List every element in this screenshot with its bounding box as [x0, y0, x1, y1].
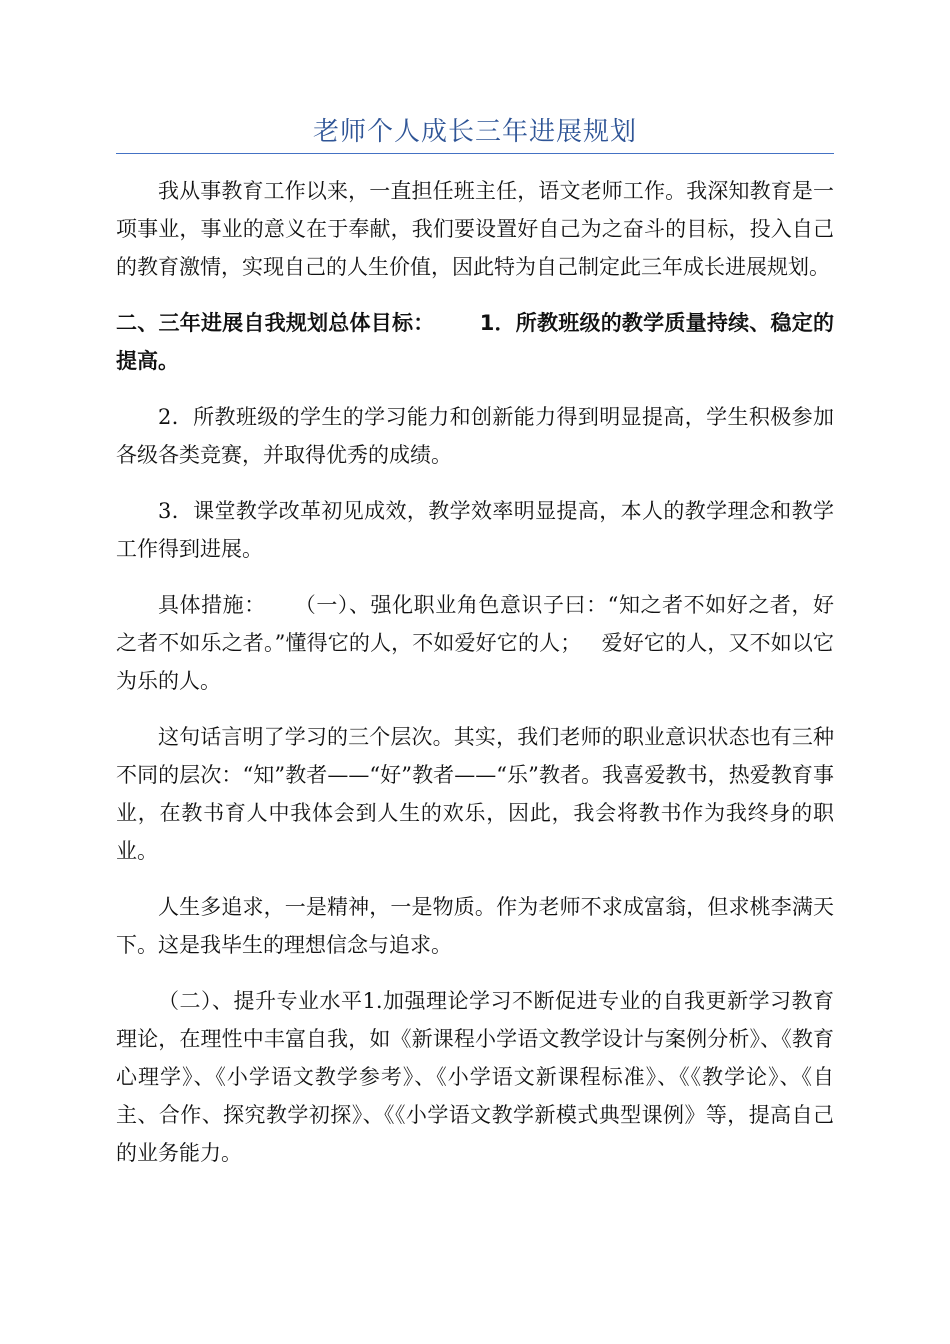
measures-text-b: 爱好它的人，又不如以它为乐的人。 — [116, 631, 835, 693]
paragraph-pursuit: 人生多追求，一是精神，一是物质。作为老师不求成富翁，但求桃李满天下。这是我毕生的理想信念与追求。 — [116, 895, 834, 957]
document-body — [116, 172, 834, 1190]
paragraph-levels: 这句话言明了学习的三个层次。其实，我们老师的职业意识状态也有三种不同的层次：“知”教者——“好”教者——“乐”教者。我喜爱教书，热爱教育事业，在教书育人中我体会到人生的欢乐，因此，我会将教书作为我终身的职业。 — [116, 725, 834, 863]
goal-1-text: 1．所教班级的教学质量持续、稳定的提高。 — [116, 311, 834, 373]
title-underline — [116, 153, 834, 154]
measures-label: 具体措施： — [158, 593, 266, 617]
paragraph-professional: （二）、提升专业水平1.加强理论学习不断促进专业的自我更新学习教育理论，在理性中丰富自我，如《新课程小学语文教学设计与案例分析》、《教育心理学》、《小学语文教学参考》、《小学语文新课程标准》、《《教学论》、《自主、合作、探究教学初探》、《《小学语文教学新模式典型课例》等，提高自己的业务能力。 — [116, 989, 834, 1165]
paragraph-intro: 我从事教育工作以来，一直担任班主任，语文老师工作。我深知教育是一项事业，事业的意义在于奉献，我们要设置好自己为之奋斗的目标，投入自己的教育激情，实现自己的人生价值，因此特为自己制定此三年成长进展规划。 — [116, 179, 834, 279]
document-title: 老师个人成长三年进展规划 — [312, 117, 637, 147]
paragraph-goal-2: 2．所教班级的学生的学习能力和创新能力得到明显提高，学生积极参加各级各类竞赛，并取得优秀的成绩。 — [116, 405, 834, 467]
paragraph-goals-heading — [116, 304, 834, 380]
goals-heading-text: 二、三年进展自我规划总体目标： — [116, 311, 435, 335]
paragraph-goal-3: 3．课堂教学改革初见成效，教学效率明显提高，本人的教学理念和教学工作得到进展。 — [116, 499, 834, 561]
measures-text-a: （一）、强化职业角色意识子曰：“知之者不如好之者，好之者不如乐之者。”懂得它的人，不如爱好它的人； — [116, 593, 835, 655]
paragraph-measures — [116, 586, 834, 700]
